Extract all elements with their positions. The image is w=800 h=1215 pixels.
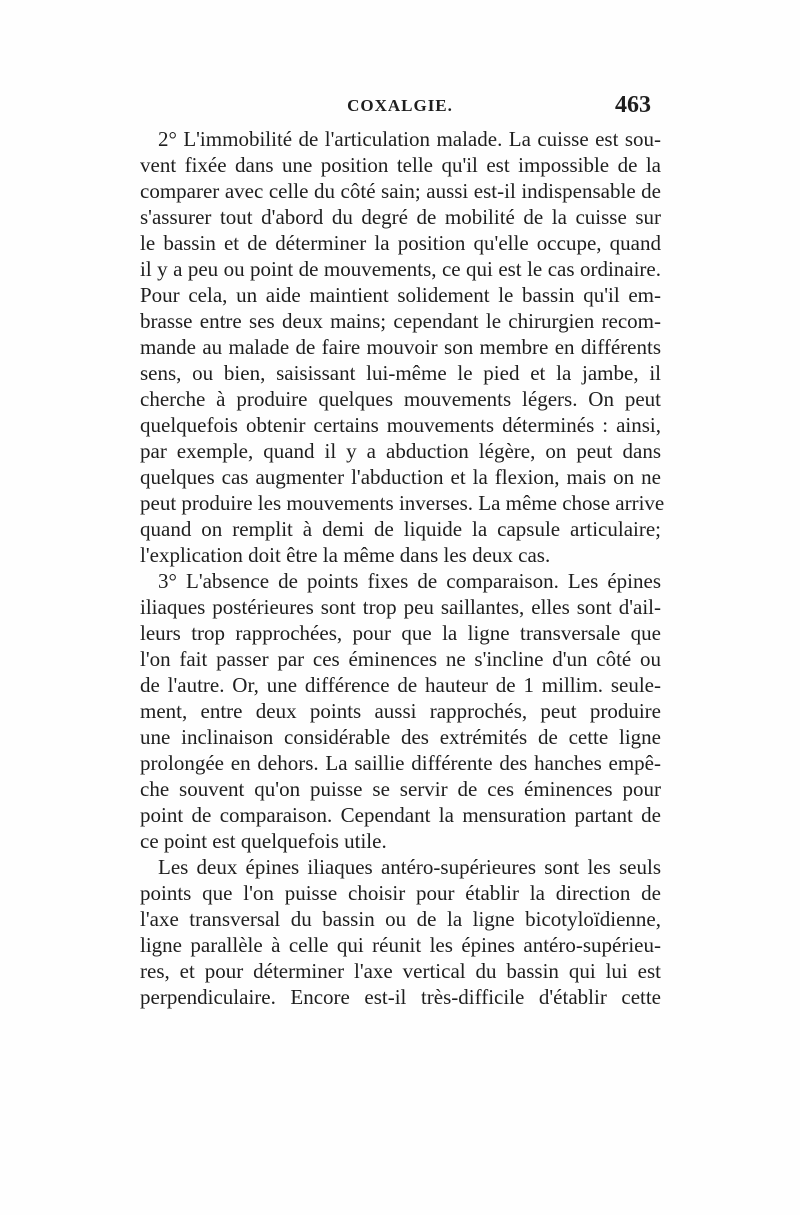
- text-line: vent fixée dans une position telle qu'il est impossible de la: [140, 153, 661, 177]
- text-line: quelquefois obtenir certains mouvements déterminés : ainsi,: [140, 413, 661, 437]
- text-line: l'on fait passer par ces éminences ne s'incline d'un côté ou: [140, 647, 661, 671]
- text-line: une inclinaison considérable des extrémités de cette ligne: [140, 725, 661, 749]
- text-line: prolongée en dehors. La saillie différente des hanches empê-: [140, 751, 661, 775]
- text-line: quelques cas augmenter l'abduction et la flexion, mais on ne: [140, 465, 661, 489]
- text-line: 2° L'immobilité de l'articulation malade. La cuisse est sou-: [158, 127, 661, 151]
- text-line: par exemple, quand il y a abduction légère, on peut dans: [140, 439, 661, 463]
- text-line: mande au malade de faire mouvoir son membre en différents: [140, 335, 661, 359]
- text-line: points que l'on puisse choisir pour établir la direction de: [140, 881, 661, 905]
- text-line: iliaques postérieures sont trop peu saillantes, elles sont d'ail-: [140, 595, 661, 619]
- text-line: s'assurer tout d'abord du degré de mobilité de la cuisse sur: [140, 205, 661, 229]
- text-line: peut produire les mouvements inverses. La même chose arrive: [140, 491, 665, 515]
- text-line: le bassin et de déterminer la position qu'elle occupe, quand: [140, 231, 661, 255]
- text-line: brasse entre ses deux mains; cependant le chirurgien recom-: [140, 309, 661, 333]
- text-line: l'explication doit être la même dans les deux cas.: [140, 543, 551, 567]
- text-line: ment, entre deux points aussi rapprochés, peut produire: [140, 699, 661, 723]
- text-line: comparer avec celle du côté sain; aussi est-il indispensable de: [140, 179, 661, 203]
- text-line: cherche à produire quelques mouvements légers. On peut: [140, 387, 661, 411]
- text-line: sens, ou bien, saisissant lui-même le pied et la jambe, il: [140, 361, 661, 385]
- text-line: leurs trop rapprochées, pour que la ligne transversale que: [140, 621, 661, 645]
- text-line: res, et pour déterminer l'axe vertical du bassin qui lui est: [140, 959, 661, 983]
- running-title: COXALGIE.: [347, 96, 453, 115]
- text-line: Pour cela, un aide maintient solidement le bassin qu'il em-: [140, 283, 661, 307]
- text-line: l'axe transversal du bassin ou de la ligne bicotyloïdienne,: [140, 907, 661, 931]
- text-line: che souvent qu'on puisse se servir de ces éminences pour: [140, 777, 661, 801]
- page-number: 463: [615, 92, 651, 118]
- text-line: ligne parallèle à celle qui réunit les épines antéro-supérieu-: [140, 933, 661, 957]
- text-line: perpendiculaire. Encore est-il très-difficile d'établir cette: [140, 985, 661, 1009]
- text-line: quand on remplit à demi de liquide la capsule articulaire;: [140, 517, 661, 541]
- text-line: point de comparaison. Cependant la mensuration partant de: [140, 803, 661, 827]
- text-line: de l'autre. Or, une différence de hauteur de 1 millim. seule-: [140, 673, 661, 697]
- text-line: 3° L'absence de points fixes de comparaison. Les épines: [158, 569, 661, 593]
- text-line: ce point est quelquefois utile.: [140, 829, 387, 853]
- text-line: Les deux épines iliaques antéro-supérieures sont les seuls: [158, 855, 661, 879]
- text-line: il y a peu ou point de mouvements, ce qui est le cas ordinaire.: [140, 257, 661, 281]
